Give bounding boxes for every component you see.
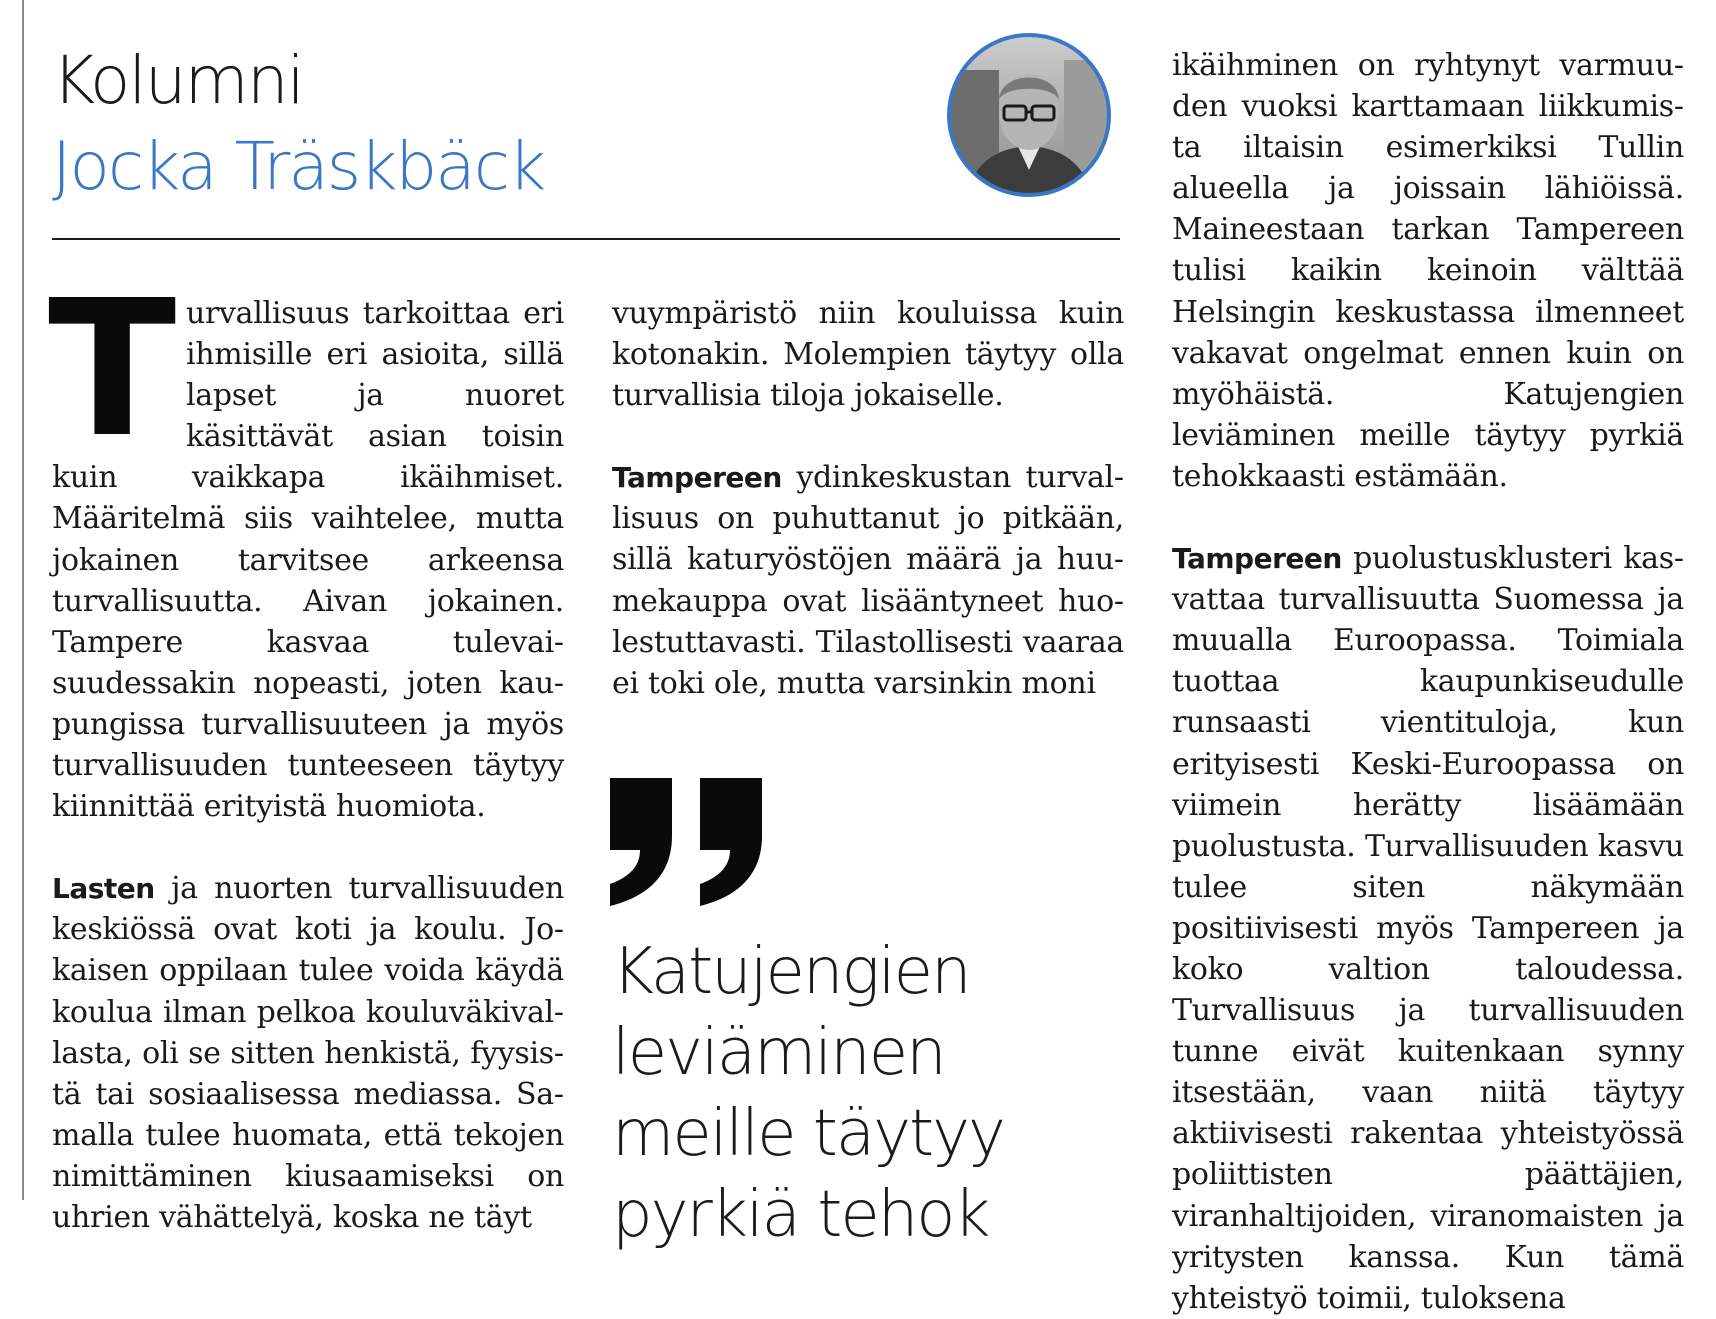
pull-quote-line: Katujengien xyxy=(612,935,970,1009)
paragraph xyxy=(52,868,564,1238)
paragraph xyxy=(48,260,564,827)
header-rule xyxy=(52,238,1120,240)
pull-quote-line: meille täytyy xyxy=(612,1097,1004,1171)
column-kicker: Kolumni xyxy=(52,42,303,119)
pull-quote-line: pyrkiä tehok xyxy=(612,1178,989,1252)
pull-quote-line: leviäminen xyxy=(612,1016,945,1090)
paragraph-text: ja nuorten turvallisuuden keskiössä ovat koti ja koulu. Jokaisen oppilaan tulee voida käydä koulua ilman pelkoa kouluväkivallasta, oli se sitten henkistä, fyysistä tai sosiaalisessa mediassa. Samalla tulee huomata, että tekojen nimittäminen kiusaamiseksi on uhrien vähättelyä, koska ne täyt xyxy=(52,871,564,1235)
paragraph xyxy=(1172,538,1684,1319)
article-column-1 xyxy=(48,260,564,1238)
author-portrait xyxy=(944,30,1114,200)
dropcap-letter: T xyxy=(48,260,176,479)
paragraph-lead-word: Lasten xyxy=(52,872,155,906)
page-frame-line xyxy=(22,0,24,1200)
paragraph-text: puolustusklusteri kasvattaa turvallisuutta Suomessa ja muualla Euroopassa. Toimiala tuottaa kaupunkiseudulle runsaasti vientituloja, kun erityisesti Keski-Euroopassa on viimein herätty lisäämään puolustusta. Turvallisuuden kasvu tulee siten näkymään positiivisesti myös Tampereen ja koko valtion taloudessa. Turvallisuus ja turvallisuuden tunne eivät kuitenkaan synny itsestään, vaan niitä täytyy aktiivisesti rakentaa yhteistyössä poliittisten päättäjien, viranhaltijoiden, viranomaisten ja yritysten kanssa. Kun tämä yhteistyö toimii, tuloksena xyxy=(1172,541,1684,1316)
author-byline: Jocka Träskbäck xyxy=(52,128,545,205)
closing-quote-icon xyxy=(610,778,780,908)
paragraph-text: ikäihminen on ryhtynyt varmuuden vuoksi karttamaan liikkumista iltaisin esimerkiksi Tullin alueella ja joissain lähiöissä. Maineestaan tarkan Tampereen tulisi kaikin keinoin välttää Helsingin keskustassa ilmenneet vakavat ongelmat ennen kuin on myöhäistä. Katujengien leviäminen meille täytyy pyrkiä tehokkaasti estämään. xyxy=(1172,48,1684,494)
paragraph-text: vuympäristö niin kouluissa kuin kotonakin. Molempien täytyy olla turvallisia tiloja jokaiselle. xyxy=(612,296,1124,414)
paragraph-lead-word: Tampereen xyxy=(1172,542,1342,576)
article-column-3 xyxy=(1172,45,1684,1319)
pull-quote xyxy=(612,932,1172,1256)
article-column-2 xyxy=(612,293,1124,704)
paragraph-text: ydinkeskustan turvallisuus on puhuttanut jo pitkään, sillä katuryöstöjen määrä ja huumekauppa ovat lisääntyneet huolestuttavasti. Tilastollisesti vaaraa ei toki ole, mutta varsinkin moni xyxy=(612,460,1124,701)
paragraph-text: urvallisuus tarkoittaa eri ihmisille eri asioita, sillä lapset ja nuoret käsittävät asian toisin kuin vaikkapa ikäihmiset. Määritelmä siis vaihtelee, mutta jokainen tarvitsee arkeensa turvallisuutta. Aivan jokainen. Tampere kasvaa tulevaisuudessakin nopeasti, joten kaupungissa turvallisuuteen ja myös turvallisuuden tunteeseen täytyy kiinnittää erityistä huomiota. xyxy=(52,296,564,825)
paragraph-lead-word: Tampereen xyxy=(612,461,782,495)
paragraph xyxy=(612,457,1124,704)
